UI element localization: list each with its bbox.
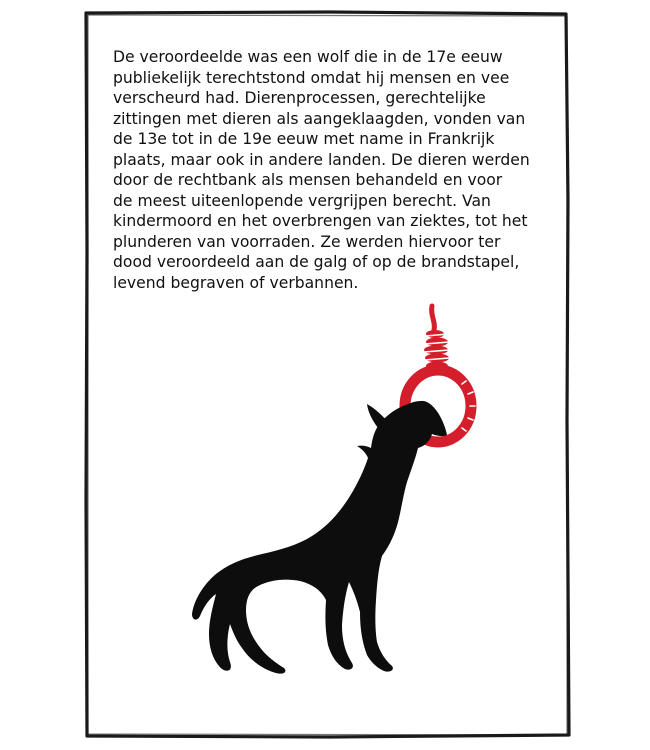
- wolf-with-noose-illustration: [180, 300, 520, 690]
- wolf-silhouette: [192, 401, 447, 674]
- story-paragraph: De veroordeelde was een wolf die in de 17e eeuw publiekelijk terechtstond omdat hij mensen en vee verscheurd had. Dierenprocessen, gerechtelijke zittingen met dieren als aangeklaagden, vonden van de 13e tot in de 19e eeuw met name in Frankrijk plaats, maar ook in andere landen. De dieren werden door de rechtbank als mensen behandeld en voor de meest uiteenlopende vergrijpen berecht. Van kindermoord en het overbrengen van ziektes, tot het plunderen van voorraden. Ze werden hiervoor ter dood veroordeeld aan de galg of op de brandstapel, levend begraven of verbannen.: [113, 48, 530, 292]
